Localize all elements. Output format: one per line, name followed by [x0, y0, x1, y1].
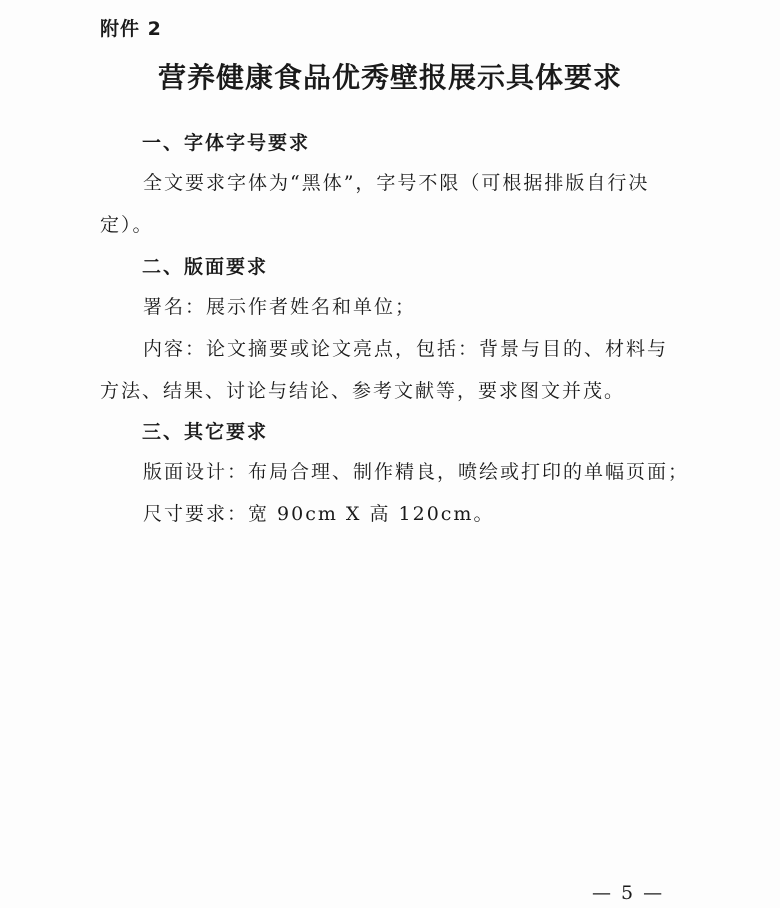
- document-title: 营养健康食品优秀壁报展示具体要求: [157, 61, 622, 94]
- paragraph-line: 版面设计：布局合理、制作精良，喷绘或打印的单幅页面；: [143, 461, 690, 483]
- paragraph-line: 定）。: [100, 214, 154, 236]
- section-heading-other-requirements: 三、其它要求: [142, 421, 269, 443]
- paragraph-line: 尺寸要求：宽 90cm X 高 120cm。: [143, 503, 495, 525]
- paragraph-line: 内容：论文摘要或论文亮点，包括：背景与目的、材料与: [143, 338, 669, 360]
- section-heading-layout-requirements: 二、版面要求: [142, 256, 269, 278]
- page-number: — 5 —: [592, 882, 665, 904]
- attachment-label: 附件 2: [100, 18, 162, 40]
- paragraph-line: 全文要求字体为“黑体”，字号不限（可根据排版自行决: [143, 172, 650, 194]
- paragraph-line: 署名：展示作者姓名和单位；: [143, 296, 417, 318]
- paragraph-line: 方法、结果、讨论与结论、参考文献等，要求图文并茂。: [100, 380, 626, 402]
- section-heading-font-requirements: 一、字体字号要求: [142, 132, 311, 154]
